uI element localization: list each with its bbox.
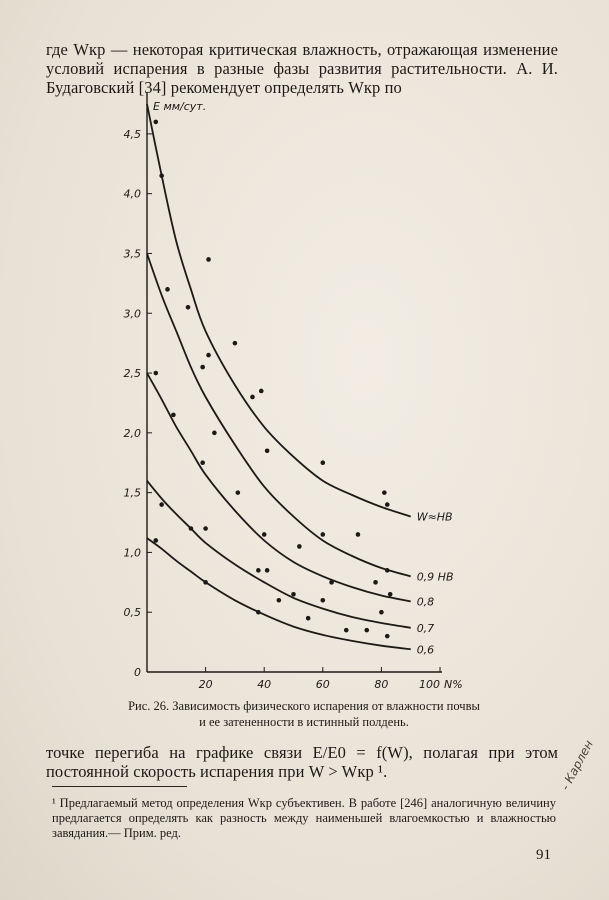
data-point	[356, 532, 361, 537]
data-point	[297, 544, 302, 549]
series-label: W≈НВ	[416, 510, 453, 524]
data-point	[186, 305, 191, 310]
data-point	[200, 365, 205, 370]
x-tick-label: 100	[419, 678, 440, 691]
data-point	[171, 413, 176, 418]
data-point	[265, 568, 270, 573]
data-point	[233, 341, 238, 346]
data-point	[321, 598, 326, 603]
figure-caption: Рис. 26. Зависимость физического испарения от влажности почвы и ее затененности в истинный полдень.	[128, 699, 480, 729]
y-tick-label: 3,0	[123, 307, 141, 321]
y-tick-label: 1,5	[123, 486, 141, 500]
data-point	[382, 490, 387, 495]
data-point	[206, 353, 211, 358]
data-point	[385, 568, 390, 573]
chart-points	[153, 120, 392, 639]
data-point	[373, 580, 378, 585]
data-point	[153, 371, 158, 376]
series-label: 0,9 НВ	[416, 570, 454, 584]
data-point	[153, 538, 158, 543]
y-tick-label: 0,5	[123, 606, 141, 620]
y-tick-label: 4,0	[123, 187, 141, 201]
data-point	[189, 526, 194, 531]
data-point	[250, 395, 255, 400]
y-tick-label: 1,0	[123, 546, 141, 560]
x-tick-label: 60	[315, 678, 330, 691]
data-point	[203, 526, 208, 531]
data-point	[385, 502, 390, 507]
y-tick-label: 2,0	[123, 426, 141, 440]
paragraph-top: где Wкр — некоторая критическая влажность, отражающая изменение условий испарения в разные фазы развития растительности. А. И. Будаговский [34] рекомендует определять Wкр по	[46, 40, 558, 97]
data-point	[236, 490, 241, 495]
series-label: 0,8	[416, 595, 435, 609]
y-axis-label: E мм/сут.	[153, 100, 207, 113]
data-point	[321, 532, 326, 537]
series-curve	[147, 373, 411, 601]
data-point	[159, 502, 164, 507]
data-point	[206, 257, 211, 262]
y-tick-label: 2,5	[123, 367, 141, 381]
data-point	[262, 532, 267, 537]
data-point	[159, 173, 164, 178]
data-point	[153, 120, 158, 125]
series-label: 0,7	[416, 621, 435, 635]
data-point	[256, 568, 261, 573]
y-tick-label: 4,5	[123, 127, 141, 141]
chart-curves	[147, 104, 411, 649]
x-tick-label: 40	[257, 678, 272, 691]
series-curve	[147, 254, 411, 577]
data-point	[385, 634, 390, 639]
handwritten-note: - Карлен	[558, 737, 596, 793]
chart-axes	[124, 92, 463, 691]
data-point	[203, 580, 208, 585]
data-point	[256, 610, 261, 615]
y-tick-label: 0	[134, 666, 141, 679]
data-point	[321, 460, 326, 465]
data-point	[212, 431, 217, 436]
footnote: ¹ Предлагаемый метод определения Wкр субъективен. В работе [246] аналогичную величину предлагается определять как разность между наименьшей влагоемкостью и влажностью завядания.— Прим. ред.	[52, 796, 556, 840]
data-point	[379, 610, 384, 615]
series-curve	[147, 104, 411, 517]
data-point	[344, 628, 349, 633]
data-point	[265, 448, 270, 453]
data-point	[200, 460, 205, 465]
x-axis-label: N%	[444, 678, 463, 691]
chart-labels	[417, 511, 454, 657]
x-tick-label: 80	[374, 678, 389, 691]
series-label: 0,6	[416, 643, 435, 657]
data-point	[259, 389, 264, 394]
data-point	[165, 287, 170, 292]
page-number: 91	[536, 847, 551, 863]
data-point	[364, 628, 369, 633]
y-tick-label: 3,5	[123, 247, 141, 261]
x-tick-label: 20	[198, 678, 213, 691]
paragraph-bottom: точке перегиба на графике связи E/E0 = f(W), полагая при этом постоянной скорость испарения при W > Wкр ¹.	[46, 743, 558, 781]
data-point	[306, 616, 311, 621]
data-point	[329, 580, 334, 585]
footnote-rule	[52, 786, 187, 787]
data-point	[277, 598, 282, 603]
data-point	[388, 592, 393, 597]
data-point	[291, 592, 296, 597]
